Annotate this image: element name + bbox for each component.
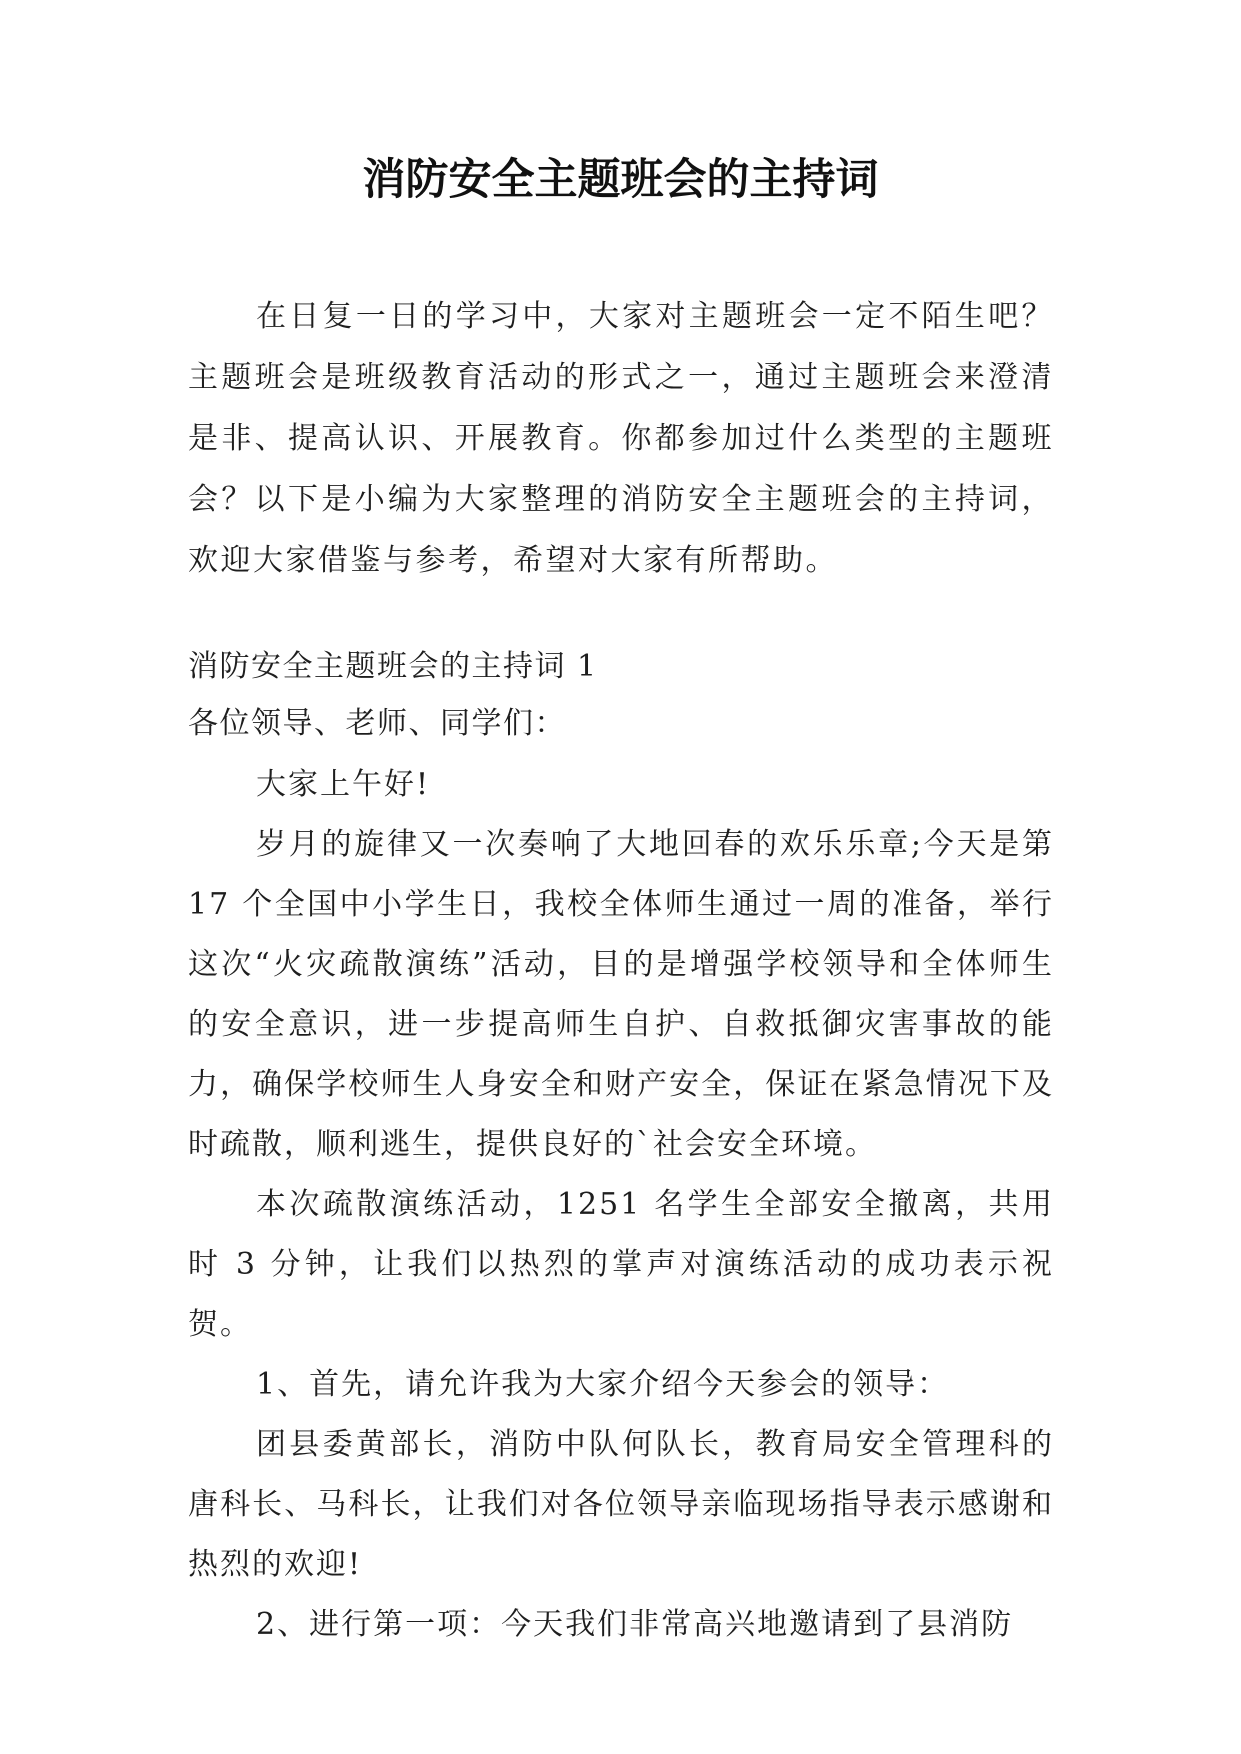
section-title: 消防安全主题班会的主持词 1 bbox=[188, 649, 598, 684]
intro-paragraph: 在日复一日的学习中，大家对主题班会一定不陌生吧？主题班会是班级教育活动的形式之一，通过主题班会来澄清是非、提高认识、开展教育。你都参加过什么类型的主题班会？以下是小编为大家整理的消防安全主题班会的主持词，欢迎大家借鉴与参考，希望对大家有所帮助。 bbox=[188, 299, 1054, 578]
paragraph: 本次疏散演练活动，1251 名学生全部安全撤离，共用时 3 分钟，让我们以热烈的掌声对演练活动的成功表示祝贺。 bbox=[188, 1187, 1054, 1342]
paragraph: 大家上午好! bbox=[256, 767, 431, 802]
paragraph: 1、首先，请允许我为大家介绍今天参会的领导： bbox=[256, 1367, 950, 1402]
greeting-line: 各位领导、老师、同学们： bbox=[188, 706, 566, 741]
paragraph: 团县委黄部长，消防中队何队长，教育局安全管理科的唐科长、马科长，让我们对各位领导亲临现场指导表示感谢和热烈的欢迎! bbox=[188, 1427, 1054, 1582]
paragraph: 2、进行第一项：今天我们非常高兴地邀请到了县消防 bbox=[256, 1607, 1014, 1642]
paragraph: 岁月的旋律又一次奏响了大地回春的欢乐乐章;今天是第 17 个全国中小学生日，我校全体师生通过一周的准备，举行这次“火灾疏散演练”活动，目的是增强学校领导和全体师生的安全意识，进一步提高师生自护、自救抵御灾害事故的能力，确保学校师生人身安全和财产安全，保证在紧急情况下及时疏散，顺利逃生，提供良好的`社会安全环境。 bbox=[188, 827, 1054, 1162]
document-title: 消防安全主题班会的主持词 bbox=[362, 155, 879, 205]
speech-content bbox=[188, 755, 1054, 1655]
